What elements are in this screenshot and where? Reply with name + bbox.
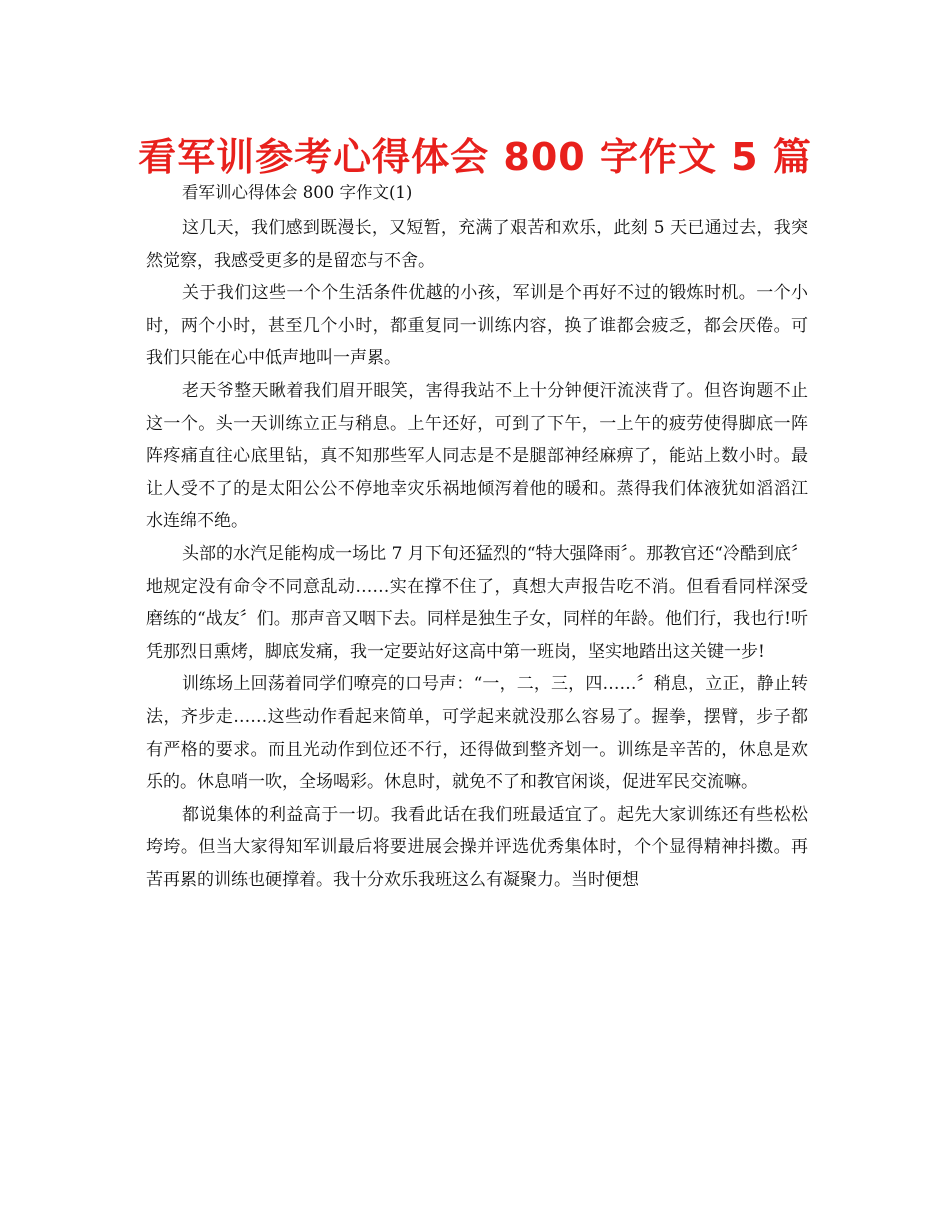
body-paragraph: 都说集体的利益高于一切。我看此话在我们班最适宜了。起先大家训练还有些松松垮垮。但当大家得知军训最后将要进展会操并评选优秀集体时，个个显得精神抖擞。再苦再累的训练也硬撑着。我十分欢乐我班这么有凝聚力。当时便想 (146, 804, 808, 890)
body-paragraph: 老天爷整天瞅着我们眉开眼笑，害得我站不上十分钟便汗流浃背了。但咨询题不止这一个。头一天训练立正与稍息。上午还好，可到了下午，一上午的疲劳使得脚底一阵阵疼痛直往心底里钻，真不知那些军人同志是不是腿部神经麻痹了，能站上数小时。最让人受不了的是太阳公公不停地幸灾乐祸地倾泻着他的暖和。蒸得我们体液犹如滔滔江水连绵不绝。 (146, 380, 808, 532)
body-paragraph: 关于我们这些一个个生活条件优越的小孩，军训是个再好不过的锻炼时机。一个小时，两个小时，甚至几个小时，都重复同一训练内容，换了谁都会疲乏，都会厌倦。可我们只能在心中低声地叫一声累。 (146, 283, 808, 369)
section-subtitle: 看军训心得体会 800 字作文(1) (182, 183, 413, 202)
document-title: 看军训参考心得体会 800 字作文 5 篇 (138, 135, 812, 179)
body-paragraph: 头部的水汽足能构成一场比 7 月下旬还猛烈的“特大强降雨〞。那教官还“冷酷到底〞地规定没有命令不同意乱动……实在撑不住了，真想大声报告吃不消。但看看同样深受磨练的“战友〞们。那声音又咽下去。同样是独生子女，同样的年龄。他们行，我也行!听凭那烈日熏烤，脚底发痛，我一定要站好这高中第一班岗，坚实地踏出这关键一步! (146, 543, 808, 662)
document-body (146, 212, 808, 896)
body-paragraph: 这几天，我们感到既漫长，又短暂，充满了艰苦和欢乐，此刻 5 天已通过去，我突然觉察，我感受更多的是留恋与不舍。 (146, 218, 808, 271)
body-paragraph: 训练场上回荡着同学们嘹亮的口号声：“一，二，三，四……〞稍息，立正，静止转法，齐步走……这些动作看起来简单，可学起来就没那么容易了。握拳，摆臂，步子都有严格的要求。而且光动作到位还不行，还得做到整齐划一。训练是辛苦的，休息是欢乐的。休息哨一吹，全场喝彩。休息时，就免不了和教官闲谈，促进军民交流嘛。 (146, 674, 808, 793)
